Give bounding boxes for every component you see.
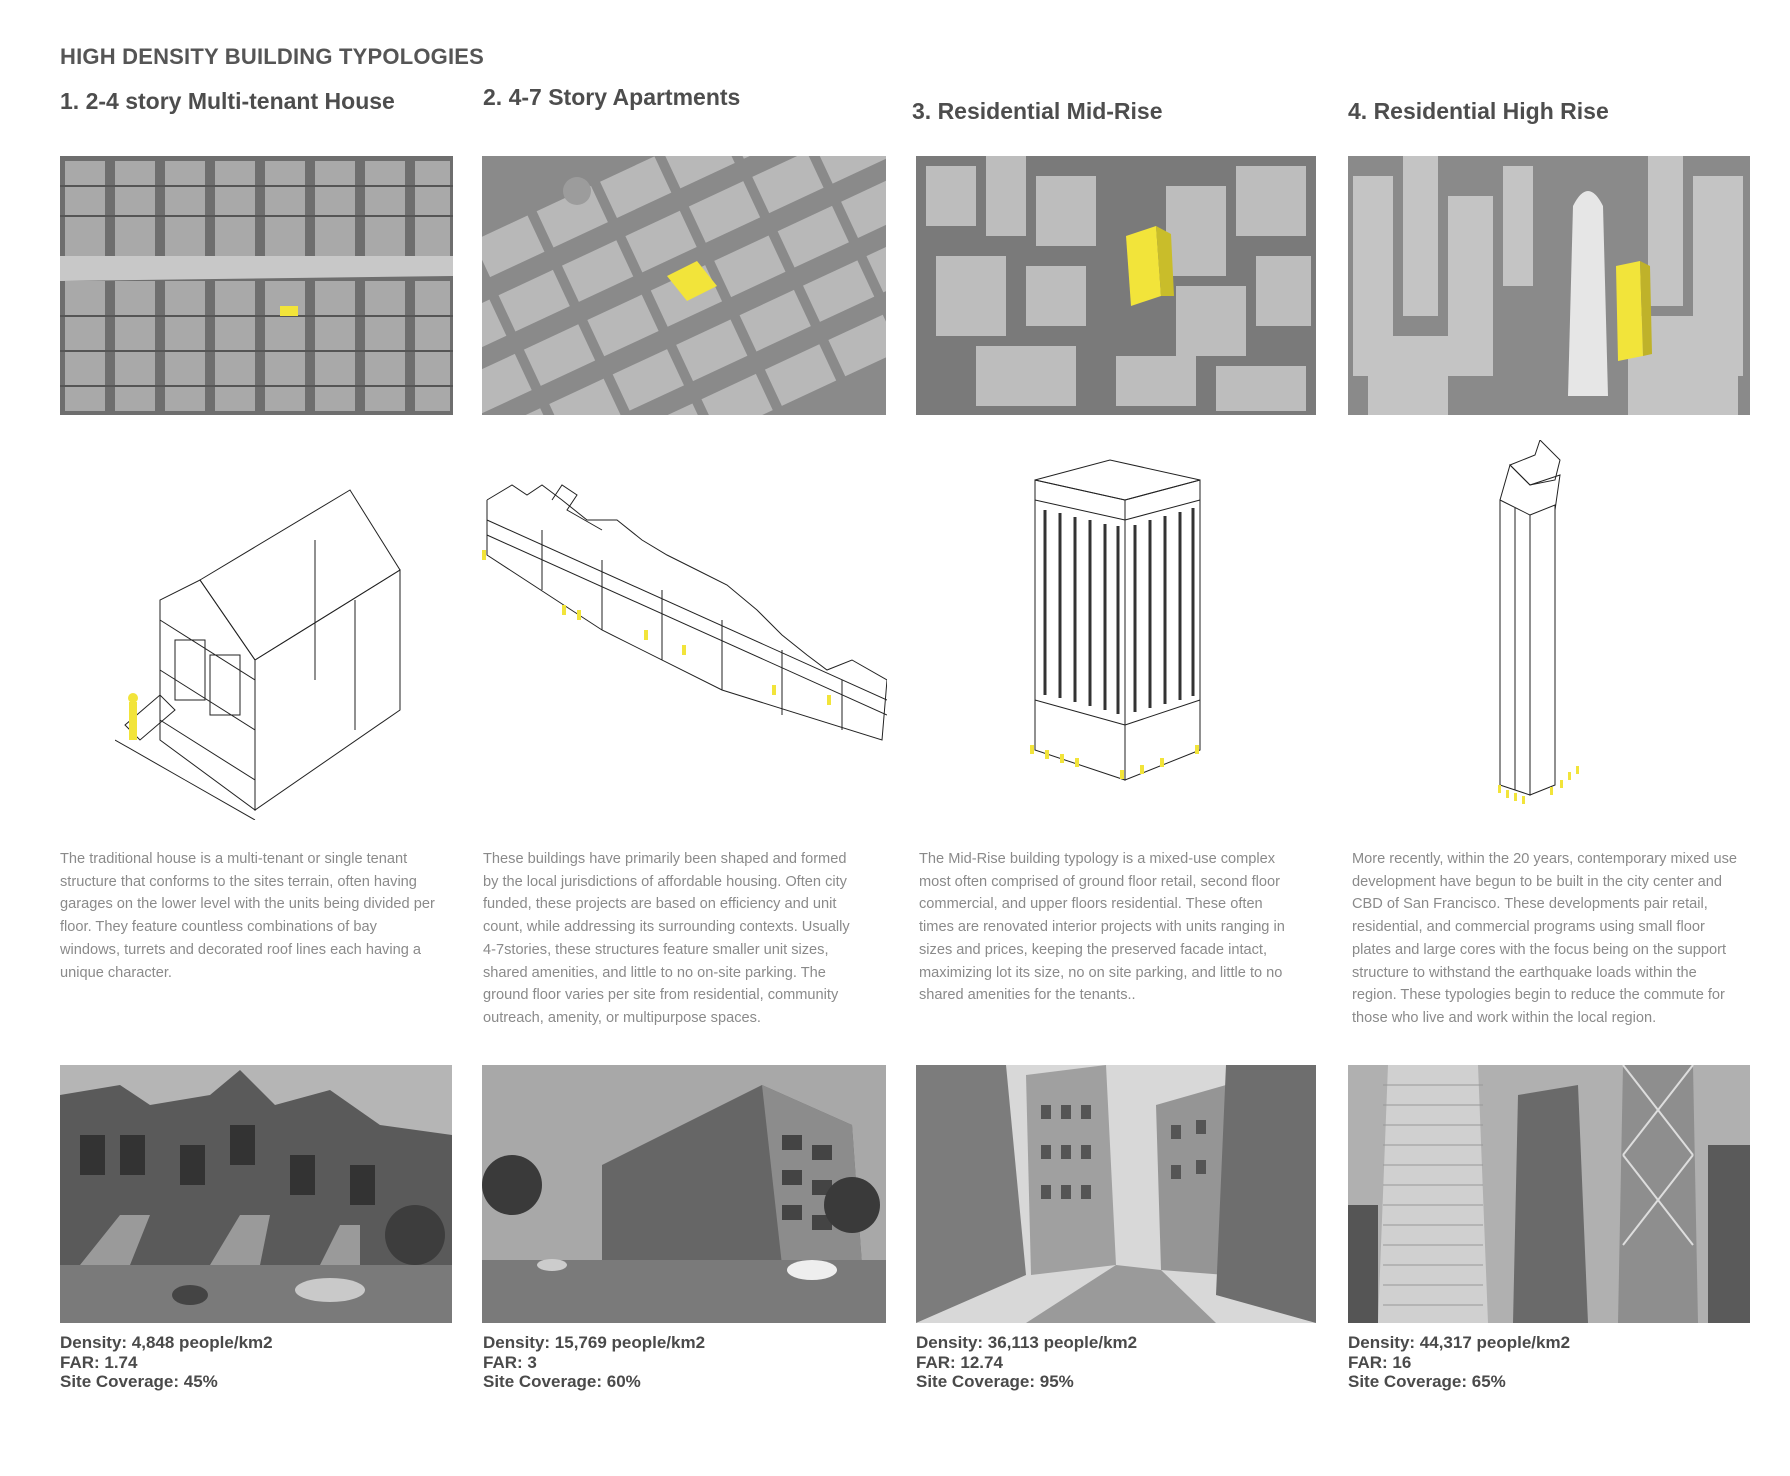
column-3-description: The Mid-Rise building typology is a mixed-use complex most often comprised of ground floor retail, second floor commercial, and upper floors residential. These often times are renovated interior projects with units ranging in sizes and prices, keeping the preserved facade intact, maximizing lot its size, no on site parking, and little to no shared amenities for the tenants..	[919, 851, 1285, 1004]
aerial-photo-3	[916, 156, 1316, 415]
column-1-description: The traditional house is a multi-tenant or single tenant structure that conforms to the sites terrain, often having garages on the lower level with the units being divided per floor. They feature countless combinations of bay windows, turrets and decorated roof lines each having a unique character.	[60, 851, 435, 981]
column-4-stats	[1348, 1333, 1570, 1392]
aerial-photo-4	[1348, 156, 1750, 415]
density-value: Density: 4,848 people/km2	[60, 1333, 273, 1352]
column-3-stats	[916, 1333, 1137, 1392]
site-coverage-value: Site Coverage: 45%	[60, 1372, 218, 1391]
column-2-title: 2. 4-7 Story Apartments	[483, 84, 741, 110]
axonometric-drawing-3	[1030, 440, 1205, 820]
street-photo-3	[916, 1065, 1316, 1323]
column-4-title: 4. Residential High Rise	[1348, 98, 1609, 124]
column-1-stats	[60, 1333, 273, 1392]
street-photo-1	[60, 1065, 452, 1323]
column-2-description: These buildings have primarily been shaped and formed by the local jurisdictions of affordable housing. Often city funded, these projects are based on efficiency and unit count, while addressing its surrounding contexts. Usually 4-7stories, these structures feature smaller unit sizes, shared amenities, and little to no on-site parking. The ground floor varies per site from residential, community outreach, amenity, or multipurpose spaces.	[483, 851, 850, 1026]
axonometric-drawing-4	[1480, 440, 1600, 820]
column-3-title: 3. Residential Mid-Rise	[912, 98, 1163, 124]
aerial-photo-1	[60, 156, 453, 415]
site-coverage-value: Site Coverage: 60%	[483, 1372, 641, 1391]
site-coverage-value: Site Coverage: 65%	[1348, 1372, 1506, 1391]
far-value: FAR: 16	[1348, 1352, 1412, 1372]
column-4-description: More recently, within the 20 years, contemporary mixed use development have begun to be built in the city center and CBD of San Francisco. These developments pair retail, residential, and commercial programs using small floor plates and large cores with the focus being on the support structure to withstand the earthquake loads within the region. These typologies begin to reduce the commute for those who live and work within the local region.	[1352, 851, 1738, 1026]
far-value: FAR: 1.74	[60, 1352, 138, 1372]
density-value: Density: 36,113 people/km2	[916, 1333, 1138, 1352]
street-photo-2	[482, 1065, 886, 1323]
far-value: FAR: 12.74	[916, 1352, 1003, 1372]
aerial-photo-2	[482, 156, 886, 415]
street-photo-4	[1348, 1065, 1750, 1323]
density-value: Density: 15,769 people/km2	[483, 1333, 706, 1352]
density-value: Density: 44,317 people/km2	[1348, 1333, 1571, 1352]
column-1-title: 1. 2-4 story Multi-tenant House	[60, 88, 395, 114]
far-value: FAR: 3	[483, 1352, 537, 1372]
page-title: HIGH DENSITY BUILDING TYPOLOGIES	[60, 44, 485, 69]
axonometric-drawing-1	[115, 440, 405, 820]
axonometric-drawing-2	[482, 440, 887, 820]
column-2-stats	[483, 1333, 705, 1392]
site-coverage-value: Site Coverage: 95%	[916, 1372, 1074, 1391]
